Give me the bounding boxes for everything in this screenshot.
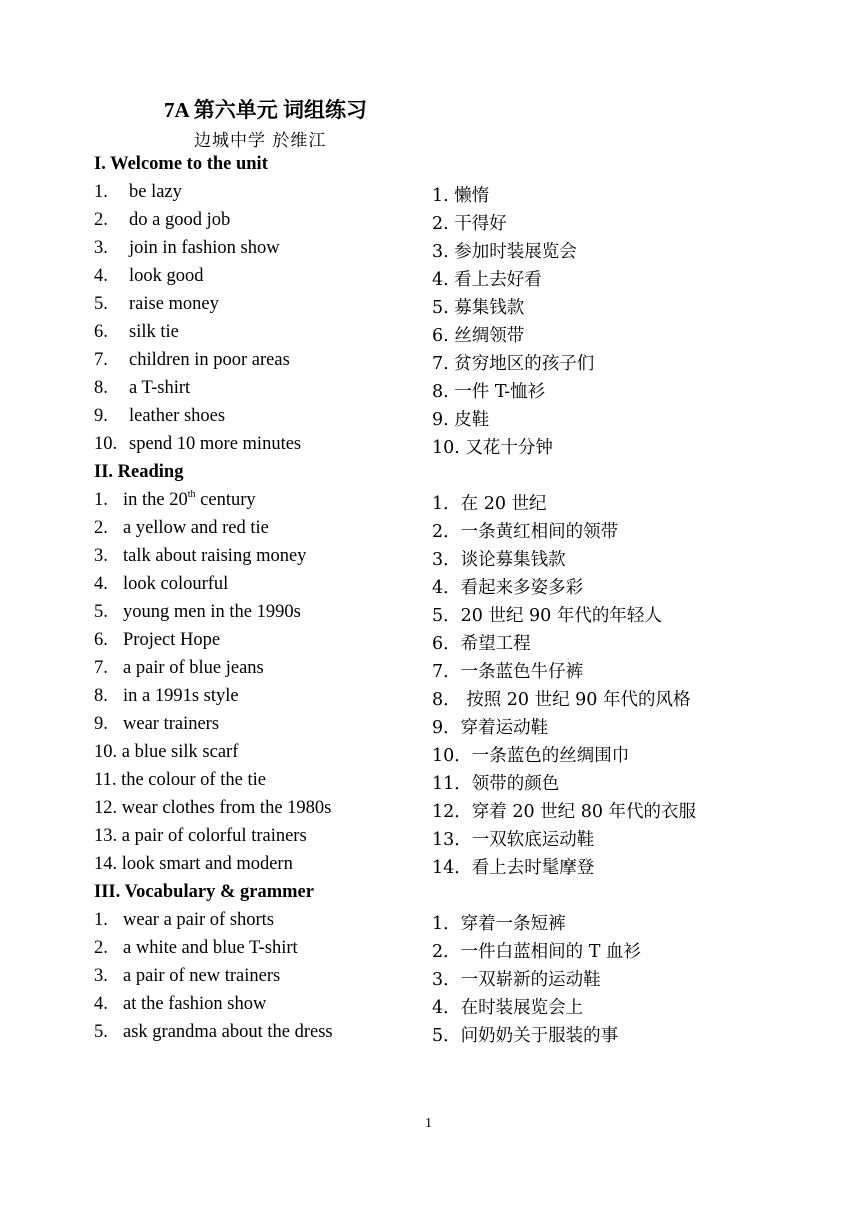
list-item: [94, 966, 794, 994]
item-chinese: 7．一条蓝色牛仔裤: [432, 662, 584, 682]
item-chinese: 5．20 世纪 90 年代的年轻人: [432, 606, 662, 626]
item-chinese: 5. 募集钱款: [432, 298, 525, 318]
item-english: look good: [129, 266, 204, 286]
item-chinese: 1．在 20 世纪: [432, 494, 547, 514]
item-english: children in poor areas: [129, 350, 290, 370]
item-chinese: 3．谈论募集钱款: [432, 550, 566, 570]
list-item: [94, 742, 794, 770]
list-item: [94, 490, 794, 518]
item-english: a T-shirt: [129, 378, 191, 398]
list-item: [94, 406, 794, 434]
item-english: silk tie: [129, 322, 179, 342]
item-number: 5.: [94, 294, 108, 314]
list-item: [94, 994, 794, 1022]
item-number: 9.: [94, 406, 108, 426]
list-item: [94, 826, 794, 854]
document-title: 7A 第六单元 词组练习: [164, 98, 368, 122]
list-item: [94, 910, 794, 938]
list-item: [94, 854, 794, 882]
item-number: 4.: [94, 574, 108, 594]
item-english: be lazy: [129, 182, 182, 202]
item-number: 4.: [94, 266, 108, 286]
item-number: 1.: [94, 182, 108, 202]
item-chinese: 9. 皮鞋: [432, 410, 490, 430]
item-chinese: 6. 丝绸领带: [432, 326, 525, 346]
item-chinese: 4．看起来多姿多彩: [432, 578, 584, 598]
item-english: leather shoes: [129, 406, 226, 426]
list-item: [94, 322, 794, 350]
list-item: [94, 602, 794, 630]
item-number: 2.: [94, 210, 108, 230]
list-item: [94, 630, 794, 658]
list-item: [94, 238, 794, 266]
list-item: [94, 714, 794, 742]
item-number: 1.: [94, 910, 108, 930]
item-number: 1.: [94, 490, 108, 510]
item-english: look colourful: [123, 574, 229, 594]
item-english: do a good job: [129, 210, 231, 230]
item-english: a pair of blue jeans: [123, 658, 264, 678]
item-chinese: 11．领带的颜色: [432, 774, 560, 794]
item-chinese: 4. 看上去好看: [432, 270, 542, 290]
item-chinese: 3. 参加时装展览会: [432, 242, 577, 262]
item-chinese: 1．穿着一条短裤: [432, 914, 566, 934]
list-item: [94, 938, 794, 966]
item-chinese: 13．一双软底运动鞋: [432, 830, 595, 850]
item-number: 7.: [94, 658, 108, 678]
item-english: a pair of new trainers: [123, 966, 281, 986]
item-number: 3.: [94, 546, 108, 566]
item-number: 8.: [94, 378, 108, 398]
item-english: in the 20th century: [123, 489, 256, 510]
list-item: [94, 434, 794, 462]
item-number: 6.: [94, 630, 108, 650]
list-item: [94, 210, 794, 238]
item-english: in a 1991s style: [123, 686, 239, 706]
list-item: [94, 182, 794, 210]
page-number: 1: [425, 1116, 432, 1131]
list-item: [94, 266, 794, 294]
item-number: 6.: [94, 322, 108, 342]
item-english: talk about raising money: [123, 546, 307, 566]
item-number: 5.: [94, 602, 108, 622]
item-english: a yellow and red tie: [123, 518, 269, 538]
item-number: 3.: [94, 966, 108, 986]
item-english: raise money: [129, 294, 219, 314]
author-line: 边城中学 於维江: [194, 131, 327, 151]
item-english: wear a pair of shorts: [123, 910, 275, 930]
item-number: 4.: [94, 994, 108, 1014]
item-english: 11. the colour of the tie: [94, 770, 266, 790]
item-number: 8.: [94, 686, 108, 706]
item-english: join in fashion show: [129, 238, 280, 258]
list-item: [94, 518, 794, 546]
item-number: 10.: [94, 434, 118, 454]
item-english: a white and blue T-shirt: [123, 938, 298, 958]
section-heading-welcome: I. Welcome to the unit: [94, 154, 268, 174]
section-heading-vocabulary: III. Vocabulary & grammer: [94, 882, 314, 902]
item-number: 5.: [94, 1022, 108, 1042]
list-item: [94, 350, 794, 378]
item-english: 14. look smart and modern: [94, 854, 293, 874]
item-chinese: 12．穿着 20 世纪 80 年代的衣服: [432, 802, 697, 822]
item-number: 2.: [94, 518, 108, 538]
item-chinese: 7. 贫穷地区的孩子们: [432, 354, 595, 374]
item-english: 10. a blue silk scarf: [94, 742, 239, 762]
item-english: young men in the 1990s: [123, 602, 301, 622]
item-chinese: 10. 又花十分钟: [432, 438, 553, 458]
section-heading-reading: II. Reading: [94, 462, 184, 482]
list-item: [94, 294, 794, 322]
list-item: [94, 770, 794, 798]
item-english: ask grandma about the dress: [123, 1022, 333, 1042]
item-english: at the fashion show: [123, 994, 267, 1014]
list-item: [94, 1022, 794, 1050]
item-english: 12. wear clothes from the 1980s: [94, 798, 332, 818]
list-item: [94, 798, 794, 826]
item-chinese: 10．一条蓝色的丝绸围巾: [432, 746, 630, 766]
item-chinese: 8. 一件 T-恤衫: [432, 382, 546, 402]
item-number: 7.: [94, 350, 108, 370]
list-item: [94, 686, 794, 714]
item-chinese: 9．穿着运动鞋: [432, 718, 549, 738]
item-english: Project Hope: [123, 630, 221, 650]
list-item: [94, 546, 794, 574]
item-chinese: 6．希望工程: [432, 634, 531, 654]
item-chinese: 3．一双崭新的运动鞋: [432, 970, 601, 990]
item-chinese: 2．一件白蓝相间的 T 血衫: [432, 942, 641, 962]
item-chinese: 1. 懒惰: [432, 186, 490, 206]
item-english: spend 10 more minutes: [129, 434, 302, 454]
item-chinese: 4．在时装展览会上: [432, 998, 584, 1018]
item-number: 3.: [94, 238, 108, 258]
list-item: [94, 378, 794, 406]
item-chinese: 2. 干得好: [432, 214, 507, 234]
item-chinese: 5．问奶奶关于服装的事: [432, 1026, 619, 1046]
list-item: [94, 658, 794, 686]
item-number: 9.: [94, 714, 108, 734]
item-chinese: 14．看上去时髦摩登: [432, 858, 595, 878]
item-chinese: 8． 按照 20 世纪 90 年代的风格: [432, 690, 691, 710]
item-english: 13. a pair of colorful trainers: [94, 826, 307, 846]
list-item: [94, 574, 794, 602]
item-english: wear trainers: [123, 714, 220, 734]
item-chinese: 2．一条黄红相间的领带: [432, 522, 619, 542]
item-number: 2.: [94, 938, 108, 958]
